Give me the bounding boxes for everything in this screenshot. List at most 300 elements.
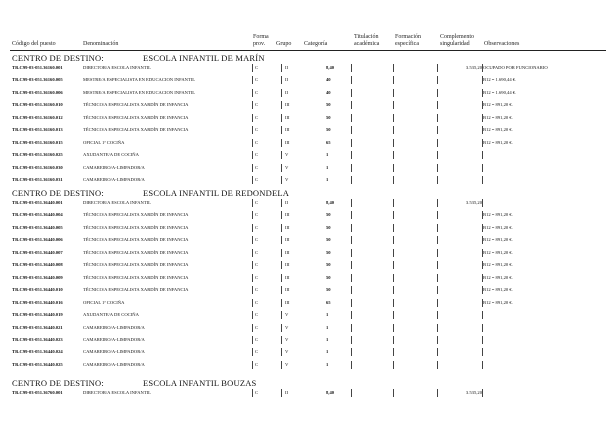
cell-categoria: 1: [326, 152, 329, 158]
column-divider: [351, 211, 352, 219]
header-categoria: Categoría: [304, 41, 328, 47]
column-divider: [437, 249, 438, 257]
section-title: [12, 53, 265, 63]
header-codigo: Código del puesto: [12, 41, 56, 47]
column-divider: [281, 299, 282, 307]
header-complemento: Complemento singularidad: [440, 34, 474, 47]
cell-code: TR.C99-03-051.36160.015: [12, 139, 63, 145]
column-divider: [351, 164, 352, 172]
column-divider: [281, 76, 282, 84]
cell-categoria: 1: [326, 349, 329, 355]
cell-denominacion: MESTRE/A ESPECIALISTA EN EDUCACION INFANTIL: [83, 77, 196, 83]
column-divider: [482, 126, 483, 134]
cell-categoria: 8,40: [326, 65, 335, 70]
cell-forma: C: [255, 324, 259, 330]
header-rule: [10, 50, 606, 51]
cell-categoria: 1: [326, 177, 329, 183]
column-divider: [482, 236, 483, 244]
column-divider: [393, 76, 394, 84]
column-divider: [252, 348, 253, 356]
cell-grupo: II: [285, 200, 289, 205]
header-denominacion: Denominación: [83, 41, 119, 47]
table-row: [0, 102, 615, 114]
cell-grupo: II: [285, 77, 289, 83]
column-divider: [351, 336, 352, 344]
cell-denominacion: DIRECTOR/A ESCOLA INFANTIL: [83, 65, 151, 70]
column-divider: [393, 89, 394, 97]
column-divider: [482, 211, 483, 219]
column-divider: [437, 274, 438, 282]
cell-denominacion: TÉCNICO/A ESPECIALISTA XARDÍN DE INFANCIA: [83, 287, 189, 293]
cell-grupo: III: [285, 212, 290, 218]
cell-forma: C: [255, 152, 259, 158]
column-divider: [252, 274, 253, 282]
cell-forma: C: [255, 200, 259, 205]
cell-categoria: 1: [326, 361, 329, 367]
column-divider: [351, 274, 352, 282]
column-divider: [393, 336, 394, 344]
column-divider: [281, 224, 282, 232]
section-title: [12, 188, 290, 198]
cell-categoria: 1: [326, 312, 329, 318]
cell-grupo: III: [285, 127, 290, 133]
cell-code: TR.C99-03-051.36440.023: [12, 336, 63, 342]
column-divider: [252, 224, 253, 232]
cell-observaciones: B12 = 891,20 €.: [483, 114, 513, 120]
cell-grupo: II: [285, 65, 289, 70]
column-divider: [437, 89, 438, 97]
cell-observaciones: B12 = 891,20 €.: [483, 102, 513, 108]
column-divider: [437, 361, 438, 369]
column-divider: [393, 151, 394, 159]
column-divider: [437, 261, 438, 269]
column-divider: [252, 211, 253, 219]
cell-code: TR.C99-03-051.36440.009: [12, 274, 63, 280]
column-divider: [482, 299, 483, 307]
column-divider: [351, 324, 352, 332]
column-divider: [393, 299, 394, 307]
header-grupo: Grupo: [276, 41, 292, 47]
column-divider: [351, 299, 352, 307]
column-divider: [252, 249, 253, 257]
cell-categoria: 40: [326, 89, 331, 95]
cell-code: TR.C99-03-051.36440.019: [12, 312, 63, 318]
column-divider: [482, 348, 483, 356]
cell-grupo: V: [285, 152, 289, 158]
table-row: [0, 65, 615, 77]
section-label: CENTRO DE DESTINO:: [12, 53, 104, 63]
table-row: [0, 225, 615, 237]
column-divider: [252, 389, 253, 397]
cell-categoria: 50: [326, 102, 331, 108]
cell-denominacion: DIRECTOR/A ESCOLA INFANTIL: [83, 200, 151, 205]
cell-grupo: V: [285, 164, 289, 170]
column-divider: [482, 389, 483, 397]
column-divider: [482, 249, 483, 257]
cell-denominacion: MESTRE/A ESPECIALISTA EN EDUCACION INFANTIL: [83, 89, 196, 95]
column-divider: [252, 164, 253, 172]
column-divider: [393, 261, 394, 269]
column-divider: [252, 299, 253, 307]
cell-forma: C: [255, 139, 259, 145]
column-divider: [482, 164, 483, 172]
table-row: [0, 152, 615, 164]
cell-denominacion: CAMAREIRO/A-LIMPADOR/A: [83, 164, 145, 170]
column-divider: [281, 126, 282, 134]
header-observaciones: Observaciones: [484, 41, 520, 47]
cell-denominacion: CAMAREIRO/A-LIMPADOR/A: [83, 336, 145, 342]
column-divider: [437, 139, 438, 147]
cell-code: TR.C99-03-051.36160.025: [12, 152, 63, 158]
cell-code: TR.C99-03-051.36160.001: [12, 65, 63, 70]
column-divider: [351, 126, 352, 134]
table-row: [0, 362, 615, 374]
column-divider: [351, 114, 352, 122]
column-divider: [437, 286, 438, 294]
cell-grupo: III: [285, 287, 290, 293]
cell-forma: C: [255, 114, 259, 120]
column-divider: [482, 311, 483, 319]
column-divider: [393, 348, 394, 356]
column-divider: [482, 261, 483, 269]
cell-observaciones: B12 = 891,20 €.: [483, 287, 513, 293]
table-row: [0, 262, 615, 274]
cell-denominacion: OFICIAL 1ª COCIÑA: [83, 139, 125, 145]
cell-denominacion: TÉCNICO/A ESPECIALISTA XARDÍN DE INFANCIA: [83, 102, 189, 108]
cell-code: TR.C99-03-051.36440.006: [12, 237, 63, 243]
column-divider: [351, 176, 352, 184]
column-divider: [281, 101, 282, 109]
cell-categoria: 1: [326, 336, 329, 342]
cell-code: TR.C99-03-051.36160.012: [12, 114, 63, 120]
column-divider: [351, 101, 352, 109]
cell-grupo: III: [285, 249, 290, 255]
cell-denominacion: OFICIAL 1ª COCIÑA: [83, 299, 125, 305]
column-divider: [281, 261, 282, 269]
cell-denominacion: TÉCNICO/A ESPECIALISTA XARDÍN DE INFANCIA: [83, 114, 189, 120]
column-divider: [252, 89, 253, 97]
column-divider: [351, 64, 352, 72]
cell-categoria: 50: [326, 262, 331, 268]
cell-code: TR.C99-03-051.36440.007: [12, 249, 63, 255]
column-divider: [482, 176, 483, 184]
column-divider: [252, 176, 253, 184]
column-divider: [482, 64, 483, 72]
cell-denominacion: CAMAREIRO/A-LIMPADOR/A: [83, 177, 145, 183]
cell-forma: C: [255, 89, 259, 95]
table-row: [0, 250, 615, 262]
table-row: [0, 390, 615, 402]
cell-grupo: V: [285, 324, 289, 330]
column-divider: [393, 361, 394, 369]
cell-observaciones: B12 = 891,20 €.: [483, 212, 513, 218]
cell-grupo: III: [285, 299, 290, 305]
cell-forma: C: [255, 299, 259, 305]
column-divider: [252, 286, 253, 294]
cell-forma: C: [255, 249, 259, 255]
column-divider: [437, 311, 438, 319]
column-divider: [252, 101, 253, 109]
cell-categoria: 50: [326, 237, 331, 243]
column-divider: [437, 211, 438, 219]
column-divider: [252, 126, 253, 134]
column-divider: [437, 101, 438, 109]
column-divider: [482, 224, 483, 232]
cell-categoria: 50: [326, 287, 331, 293]
column-divider: [281, 89, 282, 97]
header-forma: Forma prov.: [253, 34, 269, 47]
cell-denominacion: TÉCNICO/A ESPECIALISTA XARDÍN DE INFANCIA: [83, 237, 189, 243]
cell-complemento: 3.535,20: [465, 390, 482, 395]
cell-forma: C: [255, 177, 259, 183]
column-divider: [281, 286, 282, 294]
column-divider: [482, 361, 483, 369]
column-divider: [351, 89, 352, 97]
table-row: [0, 77, 615, 89]
cell-categoria: 40: [326, 77, 331, 83]
cell-forma: C: [255, 164, 259, 170]
cell-grupo: V: [285, 349, 289, 355]
column-divider: [281, 199, 282, 207]
cell-categoria: 8,40: [326, 390, 335, 395]
column-divider: [437, 176, 438, 184]
cell-forma: C: [255, 212, 259, 218]
cell-complemento: 3.535,20: [465, 65, 482, 70]
column-divider: [351, 389, 352, 397]
table-row: [0, 287, 615, 299]
column-divider: [281, 211, 282, 219]
column-divider: [281, 114, 282, 122]
cell-grupo: V: [285, 336, 289, 342]
cell-code: TR.C99-03-051.36760.001: [12, 390, 63, 395]
cell-code: TR.C99-03-051.36160.005: [12, 77, 63, 83]
cell-forma: C: [255, 65, 259, 70]
cell-denominacion: TÉCNICO/A ESPECIALISTA XARDÍN DE INFANCIA: [83, 262, 189, 268]
column-divider: [482, 286, 483, 294]
cell-categoria: 50: [326, 224, 331, 230]
cell-forma: C: [255, 349, 259, 355]
column-divider: [351, 199, 352, 207]
cell-grupo: III: [285, 274, 290, 280]
column-divider: [351, 361, 352, 369]
cell-forma: C: [255, 274, 259, 280]
column-divider: [393, 101, 394, 109]
section-title: [12, 378, 257, 388]
column-divider: [393, 286, 394, 294]
header-formacion: Formación específica: [395, 34, 421, 47]
cell-grupo: II: [285, 89, 289, 95]
column-divider: [393, 389, 394, 397]
cell-code: TR.C99-03-051.36160.006: [12, 89, 63, 95]
cell-observaciones: B12 = 891,20 €.: [483, 139, 513, 145]
column-divider: [351, 311, 352, 319]
column-divider: [437, 224, 438, 232]
column-divider: [252, 139, 253, 147]
cell-observaciones: B12 = 891,20 €.: [483, 262, 513, 268]
column-divider: [437, 76, 438, 84]
cell-grupo: III: [285, 262, 290, 268]
column-divider: [252, 311, 253, 319]
column-divider: [252, 324, 253, 332]
table-row: [0, 140, 615, 152]
cell-denominacion: TÉCNICO/A ESPECIALISTA XARDÍN DE INFANCIA: [83, 212, 189, 218]
cell-grupo: III: [285, 114, 290, 120]
cell-forma: C: [255, 262, 259, 268]
column-divider: [281, 311, 282, 319]
column-divider: [393, 236, 394, 244]
cell-code: TR.C99-03-051.36160.030: [12, 164, 63, 170]
cell-observaciones: OCUPADO POR FUNCIONARIO: [483, 65, 548, 70]
column-divider: [281, 236, 282, 244]
cell-observaciones: B12 = 891,20 €.: [483, 237, 513, 243]
column-divider: [482, 324, 483, 332]
column-divider: [393, 114, 394, 122]
column-divider: [351, 249, 352, 257]
column-divider: [482, 89, 483, 97]
column-divider: [393, 311, 394, 319]
table-row: [0, 127, 615, 139]
cell-grupo: III: [285, 224, 290, 230]
cell-denominacion: CAMAREIRO/A-LIMPADOR/A: [83, 361, 145, 367]
cell-code: TR.C99-03-051.36440.004: [12, 212, 63, 218]
cell-categoria: 1: [326, 164, 329, 170]
cell-observaciones: B12 = 891,20 €.: [483, 274, 513, 280]
column-divider: [482, 139, 483, 147]
cell-observaciones: B12 = 1.690,44 €.: [483, 89, 517, 95]
cell-categoria: 50: [326, 212, 331, 218]
column-divider: [437, 324, 438, 332]
column-divider: [252, 114, 253, 122]
column-divider: [281, 139, 282, 147]
cell-grupo: III: [285, 102, 290, 108]
column-divider: [393, 274, 394, 282]
cell-grupo: III: [285, 237, 290, 243]
cell-categoria: 50: [326, 114, 331, 120]
table-row: [0, 165, 615, 177]
column-divider: [393, 176, 394, 184]
column-divider: [482, 76, 483, 84]
column-divider: [393, 126, 394, 134]
column-divider: [281, 348, 282, 356]
column-divider: [281, 336, 282, 344]
column-divider: [393, 211, 394, 219]
table-row: [0, 275, 615, 287]
cell-denominacion: DIRECTOR/A ESCOLA INFANTIL: [83, 390, 151, 395]
column-divider: [281, 274, 282, 282]
cell-denominacion: TÉCNICO/A ESPECIALISTA XARDÍN DE INFANCIA: [83, 127, 189, 133]
cell-code: TR.C99-03-051.36440.016: [12, 299, 63, 305]
cell-code: TR.C99-03-051.36160.031: [12, 177, 63, 183]
column-divider: [351, 151, 352, 159]
column-divider: [437, 126, 438, 134]
cell-denominacion: TÉCNICO/A ESPECIALISTA XARDÍN DE INFANCIA: [83, 274, 189, 280]
table-row: [0, 349, 615, 361]
cell-code: TR.C99-03-051.36440.008: [12, 262, 63, 268]
column-divider: [351, 286, 352, 294]
header-titulacion: Titulación académica: [354, 34, 380, 47]
column-divider: [437, 164, 438, 172]
cell-grupo: III: [285, 139, 290, 145]
cell-denominacion: AXUDANTE/A DE COCIÑA: [83, 312, 139, 318]
section-center-name: ESCOLA INFANTIL DE MARÍN: [143, 53, 265, 63]
table-row: [0, 200, 615, 212]
column-divider: [393, 224, 394, 232]
cell-code: TR.C99-03-051.36440.021: [12, 324, 63, 330]
column-divider: [281, 164, 282, 172]
column-divider: [437, 336, 438, 344]
table-row: [0, 312, 615, 324]
cell-forma: C: [255, 77, 259, 83]
cell-categoria: 65: [326, 299, 331, 305]
cell-forma: C: [255, 127, 259, 133]
column-divider: [252, 76, 253, 84]
cell-denominacion: CAMAREIRO/A-LIMPADOR/A: [83, 349, 145, 355]
column-divider: [437, 114, 438, 122]
table-row: [0, 212, 615, 224]
cell-observaciones: B12 = 1.690,44 €.: [483, 77, 517, 83]
cell-code: TR.C99-03-051.36160.010: [12, 102, 63, 108]
cell-forma: C: [255, 224, 259, 230]
column-divider: [281, 361, 282, 369]
cell-categoria: 50: [326, 249, 331, 255]
cell-observaciones: B12 = 891,20 €.: [483, 127, 513, 133]
column-divider: [482, 114, 483, 122]
column-divider: [281, 324, 282, 332]
column-divider: [482, 199, 483, 207]
cell-forma: C: [255, 390, 259, 395]
column-divider: [252, 199, 253, 207]
cell-observaciones: B12 = 891,20 €.: [483, 249, 513, 255]
column-divider: [393, 164, 394, 172]
column-divider: [437, 199, 438, 207]
section-center-name: ESCOLA INFANTIL DE REDONDELA: [143, 188, 290, 198]
cell-code: TR.C99-03-051.36440.010: [12, 287, 63, 293]
column-divider: [351, 236, 352, 244]
column-divider: [351, 224, 352, 232]
column-divider: [351, 139, 352, 147]
column-divider: [393, 199, 394, 207]
section-center-name: ESCOLA INFANTIL BOUZAS: [143, 378, 257, 388]
cell-denominacion: TÉCNICO/A ESPECIALISTA XARDÍN DE INFANCIA: [83, 249, 189, 255]
cell-forma: C: [255, 102, 259, 108]
cell-grupo: V: [285, 361, 289, 367]
cell-categoria: 8,40: [326, 200, 335, 205]
cell-forma: C: [255, 361, 259, 367]
cell-observaciones: B12 = 891,20 €.: [483, 224, 513, 230]
cell-grupo: II: [285, 390, 289, 395]
cell-code: TR.C99-03-051.36440.025: [12, 361, 63, 367]
table-row: [0, 300, 615, 312]
cell-denominacion: TÉCNICO/A ESPECIALISTA XARDÍN DE INFANCIA: [83, 224, 189, 230]
column-divider: [393, 249, 394, 257]
column-divider: [252, 64, 253, 72]
column-divider: [393, 324, 394, 332]
table-row: [0, 337, 615, 349]
cell-forma: C: [255, 336, 259, 342]
column-divider: [281, 389, 282, 397]
column-divider: [393, 64, 394, 72]
cell-forma: C: [255, 312, 259, 318]
cell-forma: C: [255, 237, 259, 243]
column-divider: [351, 348, 352, 356]
column-divider: [252, 336, 253, 344]
cell-forma: C: [255, 287, 259, 293]
column-divider: [482, 151, 483, 159]
column-divider: [281, 151, 282, 159]
column-divider: [437, 299, 438, 307]
cell-categoria: 1: [326, 324, 329, 330]
cell-code: TR.C99-03-051.36440.024: [12, 349, 63, 355]
